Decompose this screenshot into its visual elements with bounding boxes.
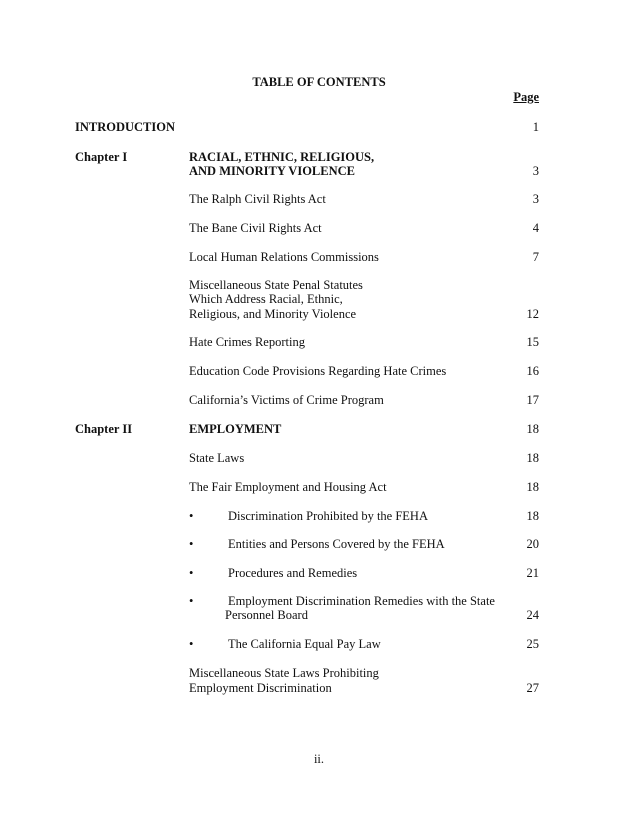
toc-entry-page: 16 [526, 364, 539, 378]
toc-entry-page: 12 [526, 307, 539, 321]
toc-entry-page: 25 [526, 637, 539, 651]
toc-entry-page: 18 [526, 509, 539, 523]
toc-entry-page: 24 [526, 608, 539, 622]
toc-entry-page: 20 [526, 537, 539, 551]
chapter-1-heading-line-1: RACIAL, ETHNIC, RELIGIOUS, [189, 150, 375, 164]
toc-entry-bane-act: The Bane Civil Rights Act [189, 221, 322, 235]
toc-entry-page: 3 [532, 192, 539, 206]
toc-entry-page: 17 [526, 393, 539, 407]
page-column-header: Page [513, 90, 539, 104]
toc-entry-feha: The Fair Employment and Housing Act [189, 480, 387, 494]
toc-subentry-personnel-board-line-1: Employment Discrimination Remedies with the State [228, 594, 495, 608]
page-number-footer: ii. [313, 752, 325, 766]
toc-entry-education-code: Education Code Provisions Regarding Hate Crimes [189, 364, 447, 378]
toc-entry-page: 18 [526, 451, 539, 465]
bullet-icon: • [189, 566, 194, 580]
toc-entry-page: 15 [526, 335, 539, 349]
toc-entry-penal-statutes-line-1: Miscellaneous State Penal Statutes [189, 278, 363, 292]
toc-subentry-entities: Entities and Persons Covered by the FEHA [228, 537, 445, 551]
chapter-2-heading-page: 18 [526, 422, 539, 436]
toc-subentry-equal-pay: The California Equal Pay Law [228, 637, 381, 651]
toc-entry-page: 7 [532, 250, 539, 264]
bullet-icon: • [189, 537, 194, 551]
toc-subentry-procedures: Procedures and Remedies [228, 566, 358, 580]
bullet-icon: • [189, 594, 194, 608]
toc-entry-ralph-act: The Ralph Civil Rights Act [189, 192, 326, 206]
toc-entry-misc-employment-line-1: Miscellaneous State Laws Prohibiting [189, 666, 379, 680]
toc-entry-state-laws: State Laws [189, 451, 245, 465]
toc-entry-page: 21 [526, 566, 539, 580]
toc-entry-victims-program: California’s Victims of Crime Program [189, 393, 384, 407]
toc-entry-page: 18 [526, 480, 539, 494]
chapter-2-heading: EMPLOYMENT [189, 422, 282, 436]
toc-entry-hate-crimes-reporting: Hate Crimes Reporting [189, 335, 305, 349]
bullet-icon: • [189, 637, 194, 651]
toc-entry-penal-statutes-line-3: Religious, and Minority Violence [189, 307, 357, 321]
introduction-page: 1 [532, 120, 539, 134]
introduction-label: INTRODUCTION [75, 120, 176, 134]
toc-entry-misc-employment-line-2: Employment Discrimination [189, 681, 332, 695]
toc-entry-penal-statutes-line-2: Which Address Racial, Ethnic, [189, 292, 343, 306]
toc-entry-page: 4 [532, 221, 539, 235]
toc-entry-page: 27 [526, 681, 539, 695]
chapter-1-label: Chapter I [75, 150, 128, 164]
toc-subentry-discrimination: Discrimination Prohibited by the FEHA [228, 509, 428, 523]
chapter-2-label: Chapter II [75, 422, 133, 436]
chapter-1-heading-line-2: AND MINORITY VIOLENCE [189, 164, 355, 178]
bullet-icon: • [189, 509, 194, 523]
toc-entry-human-relations: Local Human Relations Commissions [189, 250, 379, 264]
page-title: TABLE OF CONTENTS [252, 75, 386, 89]
chapter-1-heading-page: 3 [532, 164, 539, 178]
toc-subentry-personnel-board-line-2: Personnel Board [225, 608, 308, 622]
